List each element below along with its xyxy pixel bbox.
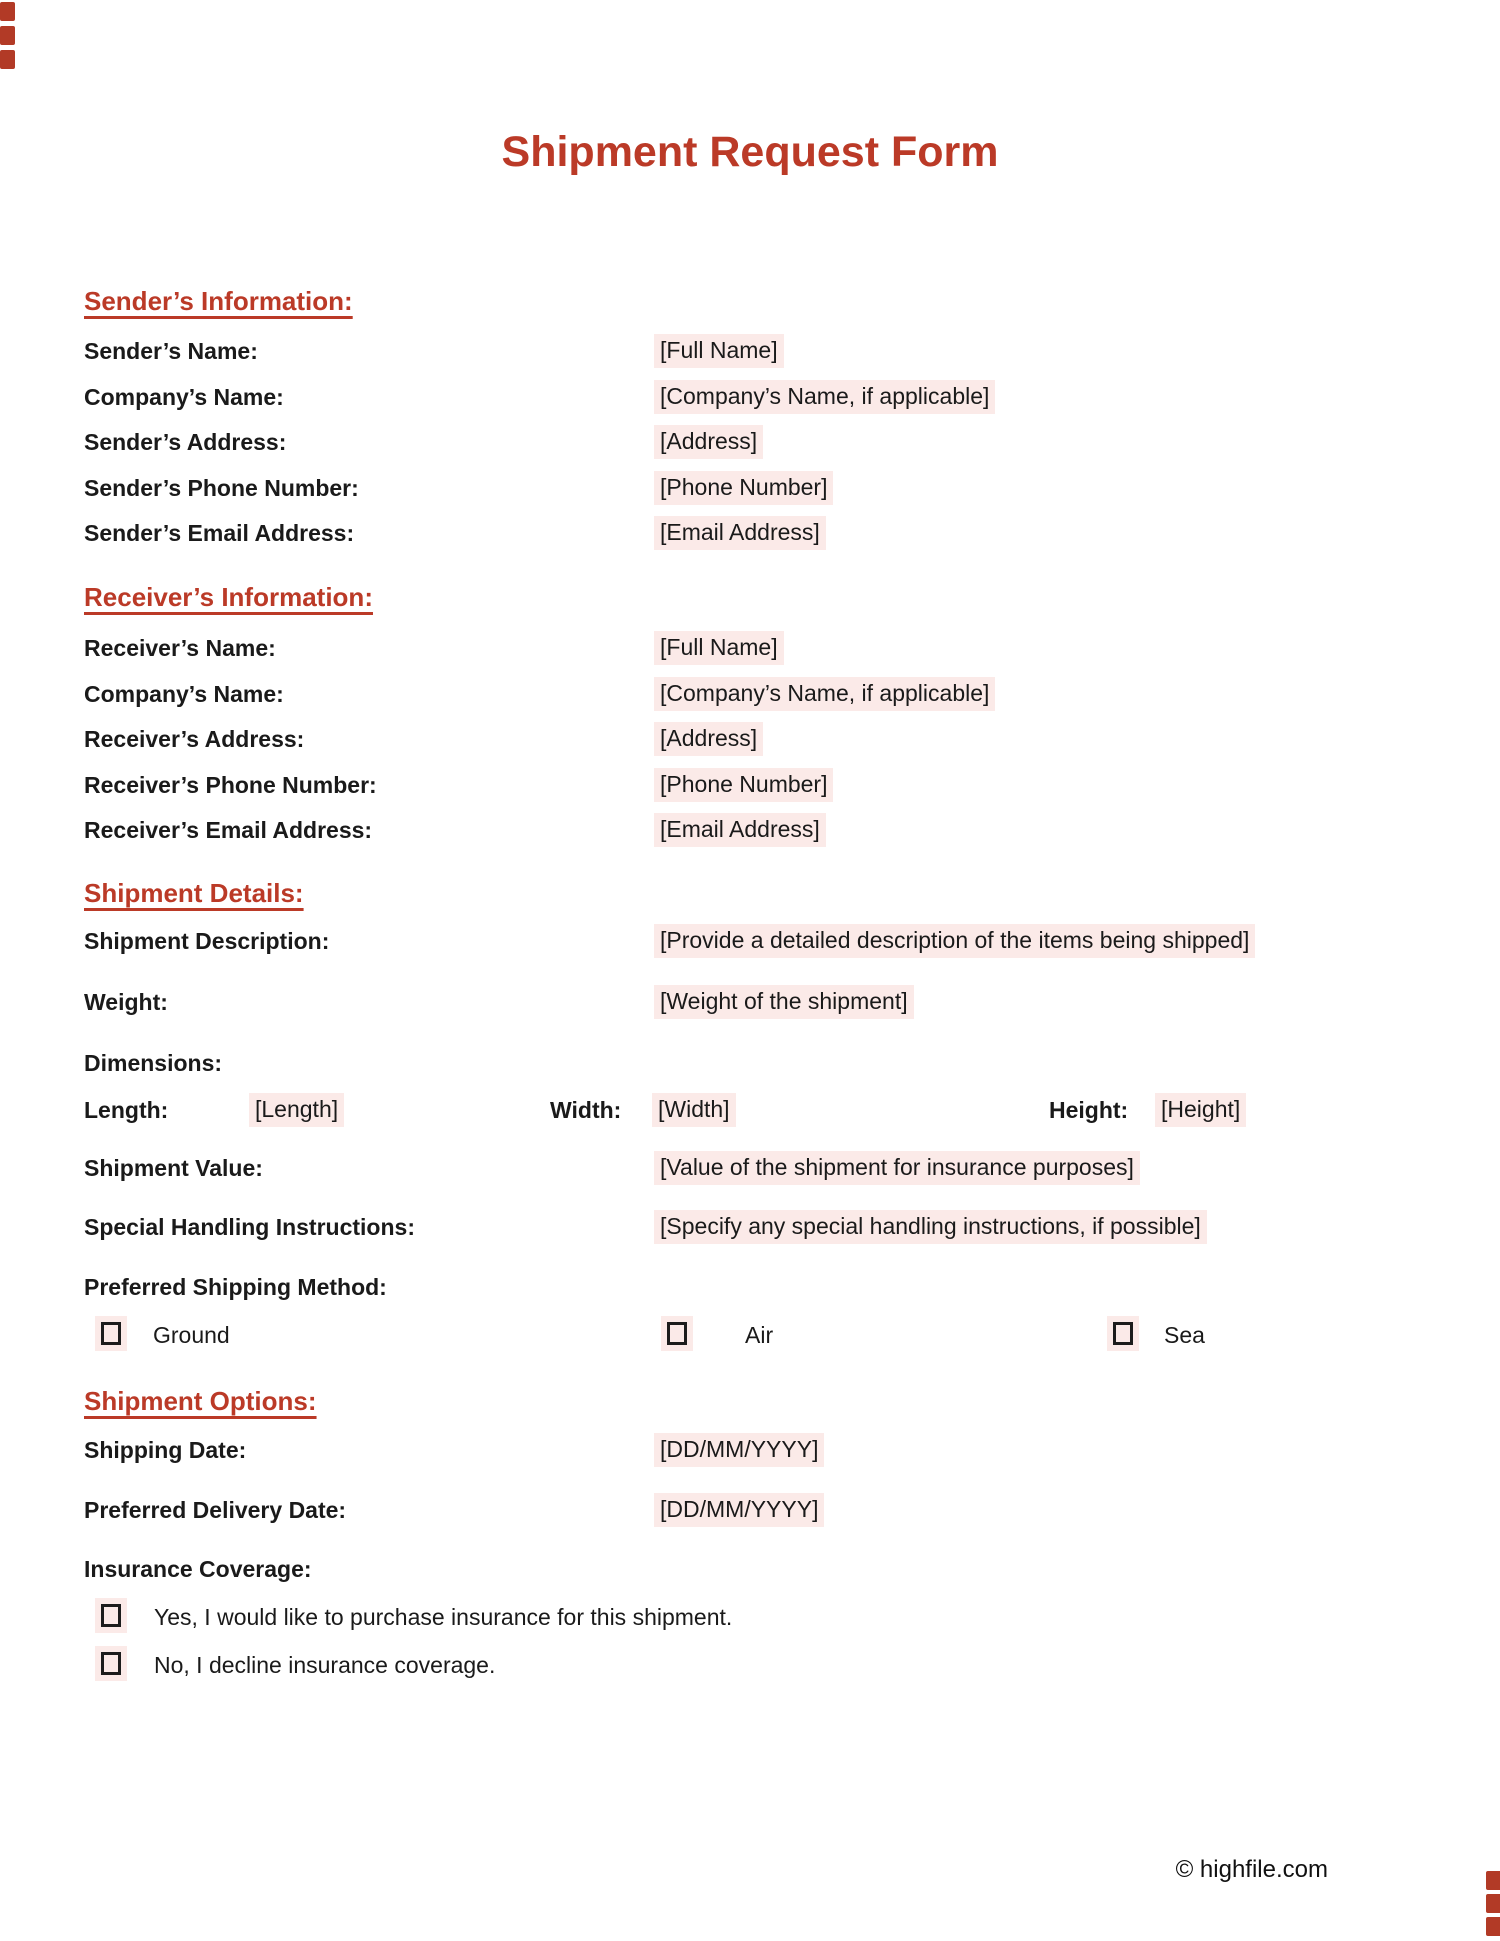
shipment-description-label: Shipment Description: [84, 928, 330, 954]
receiver-company-field[interactable]: [Company’s Name, if applicable] [654, 677, 995, 711]
form-row-shipment-value [0, 1155, 1500, 1187]
receiver-address-label: Receiver’s Address: [84, 726, 305, 752]
section-heading-shipment-options: Shipment Options: [84, 1386, 317, 1416]
ground-checkbox[interactable] [101, 1322, 121, 1345]
form-row-sender-phone [0, 475, 1500, 507]
width-field[interactable]: [Width] [652, 1093, 736, 1127]
form-row-shipment-description [0, 928, 1500, 960]
sender-company-field[interactable]: [Company’s Name, if applicable] [654, 380, 995, 414]
form-row-receiver-email [0, 817, 1500, 849]
insurance-yes-checkbox[interactable] [101, 1604, 121, 1627]
red-square-icon [0, 26, 15, 45]
form-row-weight [0, 989, 1500, 1021]
length-field[interactable]: [Length] [249, 1093, 344, 1127]
sender-name-label: Sender’s Name: [84, 338, 258, 364]
form-row-sender-company [0, 384, 1500, 416]
special-handling-label: Special Handling Instructions: [84, 1214, 415, 1240]
sender-phone-field[interactable]: [Phone Number] [654, 471, 833, 505]
form-row-receiver-phone [0, 772, 1500, 804]
sender-phone-label: Sender’s Phone Number: [84, 475, 359, 501]
sender-address-label: Sender’s Address: [84, 429, 287, 455]
shipping-date-field[interactable]: [DD/MM/YYYY] [654, 1433, 824, 1467]
insurance-no-checkbox[interactable] [101, 1652, 121, 1675]
receiver-address-field[interactable]: [Address] [654, 722, 763, 756]
page-title: Shipment Request Form [501, 128, 999, 176]
section-heading-shipment-details: Shipment Details: [84, 878, 304, 908]
special-handling-field[interactable]: [Specify any special handling instructions, if possible] [654, 1210, 1207, 1244]
shipping-date-label: Shipping Date: [84, 1437, 247, 1463]
shipment-description-field[interactable]: [Provide a detailed description of the items being shipped] [654, 924, 1255, 958]
form-row-insurance-heading [0, 1556, 1500, 1588]
sender-company-label: Company’s Name: [84, 384, 284, 410]
form-row-insurance-yes [0, 1606, 1500, 1638]
weight-field[interactable]: [Weight of the shipment] [654, 985, 914, 1019]
form-row-sender-name [0, 338, 1500, 370]
corner-decoration-bottom-right [1486, 1871, 1500, 1940]
form-row-receiver-name [0, 635, 1500, 667]
insurance-yes-label: Yes, I would like to purchase insurance for this shipment. [154, 1604, 733, 1630]
sender-address-field[interactable]: [Address] [654, 425, 763, 459]
receiver-email-label: Receiver’s Email Address: [84, 817, 373, 843]
receiver-company-label: Company’s Name: [84, 681, 284, 707]
width-label: Width: [550, 1097, 622, 1123]
form-row-dimensions-heading [0, 1050, 1500, 1082]
corner-decoration-top-left [0, 2, 15, 74]
sea-checkbox[interactable] [1113, 1322, 1133, 1345]
form-row-sender-email [0, 520, 1500, 552]
height-label: Height: [1049, 1097, 1129, 1123]
insurance-coverage-label: Insurance Coverage: [84, 1556, 312, 1582]
form-row-dimensions [0, 1097, 1500, 1129]
form-row-shipping-date [0, 1437, 1500, 1469]
receiver-phone-field[interactable]: [Phone Number] [654, 768, 833, 802]
receiver-email-field[interactable]: [Email Address] [654, 813, 826, 847]
air-checkbox[interactable] [667, 1322, 687, 1345]
receiver-name-field[interactable]: [Full Name] [654, 631, 784, 665]
form-row-receiver-address [0, 726, 1500, 758]
section-heading-receiver-information: Receiver’s Information: [84, 582, 373, 612]
air-checkbox-label: Air [745, 1322, 774, 1348]
form-row-sender-address [0, 429, 1500, 461]
red-square-icon [1486, 1917, 1500, 1936]
shipment-value-label: Shipment Value: [84, 1155, 263, 1181]
form-row-insurance-no [0, 1654, 1500, 1686]
form-row-shipping-method-heading [0, 1274, 1500, 1306]
form-row-delivery-date [0, 1497, 1500, 1529]
ground-checkbox-label: Ground [153, 1322, 230, 1348]
red-square-icon [1486, 1894, 1500, 1913]
preferred-delivery-date-label: Preferred Delivery Date: [84, 1497, 347, 1523]
length-label: Length: [84, 1097, 169, 1123]
preferred-shipping-method-label: Preferred Shipping Method: [84, 1274, 387, 1300]
sender-email-label: Sender’s Email Address: [84, 520, 355, 546]
weight-label: Weight: [84, 989, 168, 1015]
sender-name-field[interactable]: [Full Name] [654, 334, 784, 368]
form-row-shipping-method-options [0, 1324, 1500, 1356]
receiver-name-label: Receiver’s Name: [84, 635, 276, 661]
form-row-receiver-company [0, 681, 1500, 713]
red-square-icon [1486, 1871, 1500, 1890]
footer-copyright: © highfile.com [1175, 1856, 1328, 1883]
form-row-special-handling [0, 1214, 1500, 1246]
sea-checkbox-label: Sea [1164, 1322, 1205, 1348]
section-heading-sender-information: Sender’s Information: [84, 286, 353, 316]
receiver-phone-label: Receiver’s Phone Number: [84, 772, 377, 798]
preferred-delivery-date-field[interactable]: [DD/MM/YYYY] [654, 1493, 824, 1527]
insurance-no-label: No, I decline insurance coverage. [154, 1652, 496, 1678]
sender-email-field[interactable]: [Email Address] [654, 516, 826, 550]
dimensions-label: Dimensions: [84, 1050, 223, 1076]
height-field[interactable]: [Height] [1155, 1093, 1246, 1127]
red-square-icon [0, 50, 15, 69]
shipment-value-field[interactable]: [Value of the shipment for insurance purposes] [654, 1151, 1140, 1185]
red-square-icon [0, 2, 15, 21]
